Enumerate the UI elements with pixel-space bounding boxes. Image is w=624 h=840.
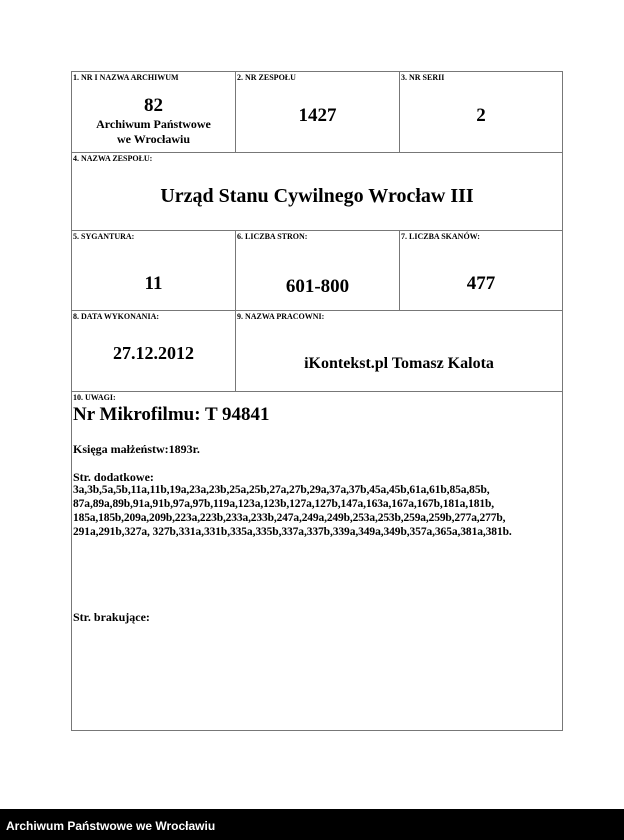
archive-name-line2: we Wrocławiu bbox=[116, 132, 190, 146]
series-number-value: 2 bbox=[476, 105, 486, 126]
missing-pages-label: Str. brakujące: bbox=[73, 610, 150, 624]
book-info: Księga małżeństw:1893r. bbox=[73, 442, 200, 456]
pages-label: 6. LICZBA STRON: bbox=[237, 232, 308, 241]
extra-pages-line: 3a,3b,5a,5b,11a,11b,19a,23a,23b,25a,25b,27a,27b,29a,37a,37b,45a,45b,61a,61b,85a,85b, bbox=[73, 484, 490, 496]
scans-value: 477 bbox=[466, 273, 496, 294]
studio-cell bbox=[235, 310, 563, 392]
remarks-label: 10. UWAGI: bbox=[73, 393, 116, 402]
signature-cell bbox=[71, 230, 236, 311]
remarks-cell bbox=[71, 391, 563, 731]
date-label: 8. DATA WYKONANIA: bbox=[73, 312, 160, 321]
date-cell bbox=[71, 310, 236, 392]
fonds-number-value: 1427 bbox=[298, 105, 337, 126]
date-value: 27.12.2012 bbox=[113, 343, 194, 363]
footer-bar bbox=[0, 809, 624, 840]
pages-cell bbox=[235, 230, 400, 311]
extra-pages-line: 185a,185b,209a,209b,223a,223b,233a,233b,247a,249a,249b,253a,253b,259a,259b,277a,277b, bbox=[73, 512, 506, 524]
archive-form bbox=[71, 71, 563, 731]
signature-value: 11 bbox=[144, 273, 163, 294]
extra-pages-label: Str. dodatkowe: bbox=[73, 470, 154, 484]
extra-pages-line: 87a,89a,89b,91a,91b,97a,97b,119a,123a,123b,127a,127b,147a,163a,167a,167b,181a,181b, bbox=[73, 498, 495, 510]
studio-label: 9. NAZWA PRACOWNI: bbox=[237, 312, 325, 321]
footer-text: Archiwum Państwowe we Wrocławiu bbox=[6, 819, 216, 833]
fonds-name-value: Urząd Stanu Cywilnego Wrocław III bbox=[160, 185, 474, 207]
microfilm-number: Nr Mikrofilmu: T 94841 bbox=[73, 404, 270, 425]
fonds-name-label: 4. NAZWA ZESPOŁU: bbox=[73, 154, 153, 163]
archive-label: 1. NR I NAZWA ARCHIWUM bbox=[73, 73, 179, 82]
pages-value: 601-800 bbox=[285, 276, 350, 297]
extra-pages-line: 291a,291b,327a, 327b,331a,331b,335a,335b,337a,337b,339a,349a,349b,357a,365a,381a,381b. bbox=[73, 526, 512, 538]
signature-label: 5. SYGANTURA: bbox=[73, 232, 135, 241]
archive-cell bbox=[71, 71, 236, 153]
scans-cell bbox=[399, 230, 563, 311]
scans-label: 7. LICZBA SKANÓW: bbox=[401, 232, 480, 241]
series-number-cell bbox=[399, 71, 563, 153]
fonds-number-cell bbox=[235, 71, 400, 153]
series-number-label: 3. NR SERII bbox=[401, 73, 445, 82]
fonds-name-cell bbox=[71, 152, 563, 231]
archive-number: 82 bbox=[144, 95, 163, 116]
studio-value: iKontekst.pl Tomasz Kalota bbox=[304, 355, 494, 372]
fonds-number-label: 2. NR ZESPOŁU bbox=[237, 73, 296, 82]
archive-name-line1: Archiwum Państwowe bbox=[96, 117, 211, 131]
